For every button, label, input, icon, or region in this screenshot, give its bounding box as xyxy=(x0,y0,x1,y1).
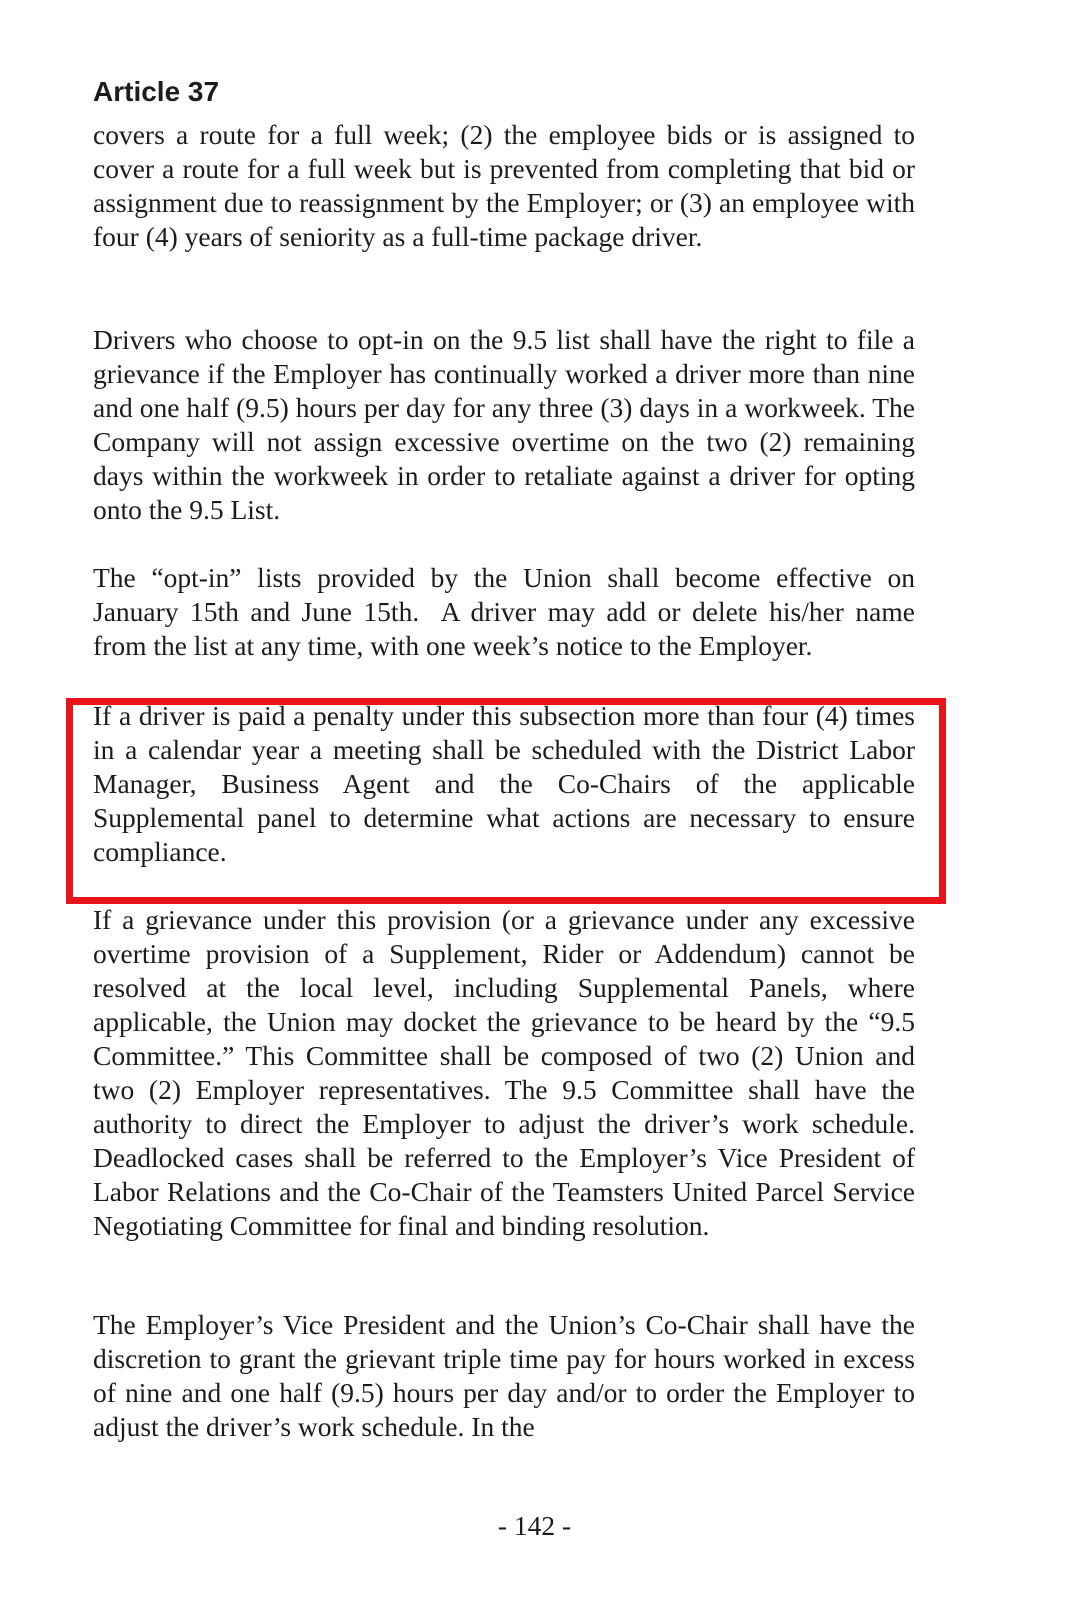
article-heading: Article 37 xyxy=(93,76,220,107)
paragraph-opt-in-lists: The “opt-in” lists provided by the Union shall become effective on January 15th and June 15th. A driver may add or delete his/her name from the list at any time, with one week’s notice to the Employer. xyxy=(93,562,915,661)
paragraph-9-5-committee: If a grievance under this provision (or a grievance under any excessive overtime provision of a Supplement, Rider or Addendum) cannot be resolved at the local level, including Supplemental Panels, where applicable, the Union may docket the grievance to be heard by the “9.5 Committee.” This Committee shall be composed of two (2) Union and two (2) Employer representatives. The 9.5 Committee shall have the authority to direct the Employer to adjust the driver’s work schedule. Deadlocked cases shall be referred to the Employer’s Vice President of Labor Relations and the Co-Chair of the Teamsters United Parcel Service Negotiating Committee for final and binding resolution. xyxy=(93,904,915,1241)
page-number: - 142 - xyxy=(497,1510,572,1541)
paragraph-penalty-meeting: If a driver is paid a penalty under this subsection more than four (4) times in a calendar year a meeting shall be scheduled with the District Labor Manager, Business Agent and the Co-Chairs of the applicable Supplemental panel to determine what actions are necessary to ensure compliance. xyxy=(93,700,915,867)
paragraph-vice-president-discretion: The Employer’s Vice President and the Union’s Co-Chair shall have the discretion to grant the grievant triple time pay for hours worked in excess of nine and one half (9.5) hours per day and/or to order the Employer to adjust the driver’s work schedule. In the xyxy=(93,1309,915,1442)
paragraph-route-coverage: covers a route for a full week; (2) the employee bids or is assigned to cover a route for a full week but is prevented from completing that bid or assignment due to reassignment by the Employer; or (3) an employee with four (4) years of seniority as a full-time package driver. xyxy=(93,119,915,252)
paragraph-opt-in-grievance: Drivers who choose to opt-in on the 9.5 list shall have the right to file a grievance if the Employer has continually worked a driver more than nine and one half (9.5) hours per day for any three (3) days in a workweek. The Company will not assign excessive overtime on the two (2) remaining days within the workweek in order to retaliate against a driver for opting onto the 9.5 List. xyxy=(93,324,915,525)
